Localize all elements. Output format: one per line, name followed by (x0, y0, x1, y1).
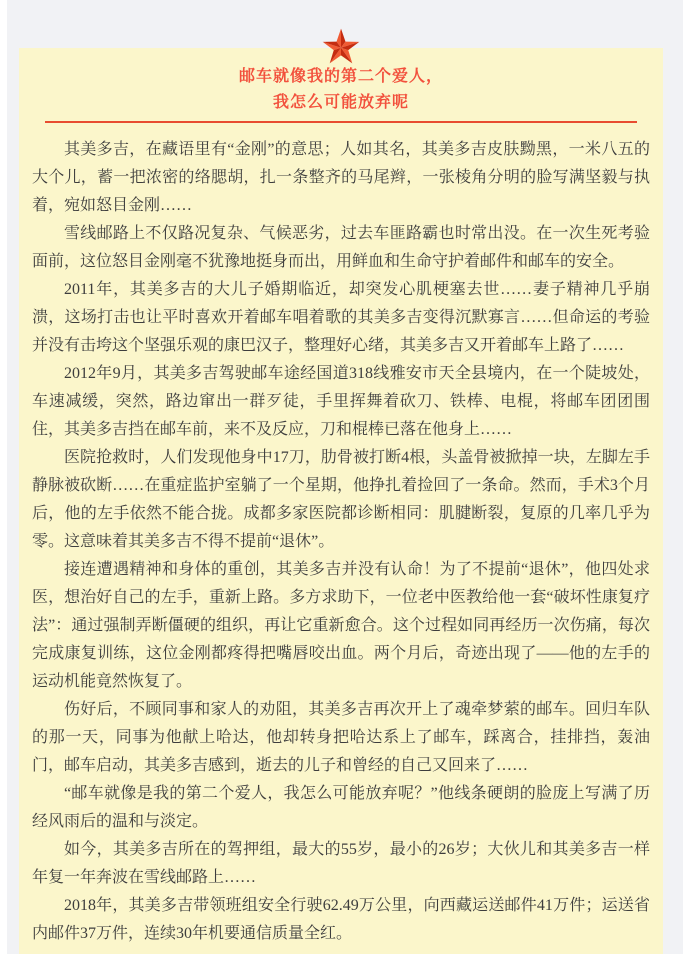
article-paragraph: 雪线邮路上不仅路况复杂、气候恶劣，过去车匪路霸也时常出没。在一次生死考验面前，这位怒目金刚毫不犹豫地挺身而出，用鲜血和生命守护着邮件和邮车的安全。 (32, 225, 650, 270)
article-paragraph: 医院抢救时，人们发现他身中17刀，肋骨被打断4根，头盖骨被掀掉一块，左脚左手静脉被砍断……在重症监护室躺了一个星期，他挣扎着捡回了一条命。然而，手术3个月后，他的左手依然不能合拢。成都多家医院都诊断相同：肌腱断裂，复原的几率几乎为零。这意味着其美多吉不得不提前“退休”。 (32, 449, 650, 550)
article-paragraph: 2011年，其美多吉的大儿子婚期临近，却突发心肌梗塞去世……妻子精神几乎崩溃，这场打击也让平时喜欢开着邮车唱着歌的其美多吉变得沉默寡言……但命运的考验并没有击垮这个坚强乐观的康巴汉子，整理好心绪，其美多吉又开着邮车上路了…… (32, 281, 650, 354)
red-star-icon (320, 27, 362, 67)
article-paragraph: 如今，其美多吉所在的驾押组，最大的55岁，最小的26岁；大伙儿和其美多吉一样年复一年奔波在雪线邮路上…… (32, 841, 650, 886)
article-title-line2: 我怎么可能放弃呢 (272, 94, 409, 111)
article-paragraph: 2012年9月，其美多吉驾驶邮车途经国道318线雅安市天全县境内，在一个陡坡处，车速减缓，突然，路边窜出一群歹徒，手里挥舞着砍刀、铁棒、电棍，将邮车团团围住，其美多吉挡在邮车前，来不及反应，刀和棍棒已落在他身上…… (32, 365, 650, 438)
article-paragraph: “邮车就像是我的第二个爱人，我怎么可能放弃呢？”他线条硬朗的脸庞上写满了历经风雨后的温和与淡定。 (32, 785, 650, 830)
article-paragraph: 接连遭遇精神和身体的重创，其美多吉并没有认命！为了不提前“退休”，他四处求医，想治好自己的左手，重新上路。多方求助下，一位老中医教给他一套“破坏性康复疗法”：通过强制弄断僵硬的组织，再让它重新愈合。这个过程如同再经历一次伤痛，每次完成康复训练，这位金刚都疼得把嘴唇咬出血。两个月后，奇迹出现了——他的左手的运动机能竟然恢复了。 (32, 561, 650, 690)
article-paragraph: 其美多吉，在藏语里有“金刚”的意思；人如其名，其美多吉皮肤黝黑，一米八五的大个儿，蓄一把浓密的络腮胡，扎一条整齐的马尾辫，一张棱角分明的脸写满坚毅与执着，宛如怒目金刚…… (32, 141, 650, 214)
article-paragraph: 伤好后，不顾同事和家人的劝阻，其美多吉再次开上了魂牵梦萦的邮车。回归车队的那一天，同事为他献上哈达，他却转身把哈达系上了邮车，踩离合，挂排挡，轰油门，邮车启动，其美多吉感到，逝去的儿子和曾经的自己又回来了…… (32, 701, 650, 774)
article-card (19, 48, 663, 954)
article-paragraph: 2018年，其美多吉带领班组安全行驶62.49万公里，向西藏运送邮件41万件；运送省内邮件37万件，连续30年机要通信质量全红。 (32, 897, 650, 942)
article-title-line1: 邮车就像我的第二个爱人， (238, 68, 443, 85)
article-body (19, 123, 663, 948)
